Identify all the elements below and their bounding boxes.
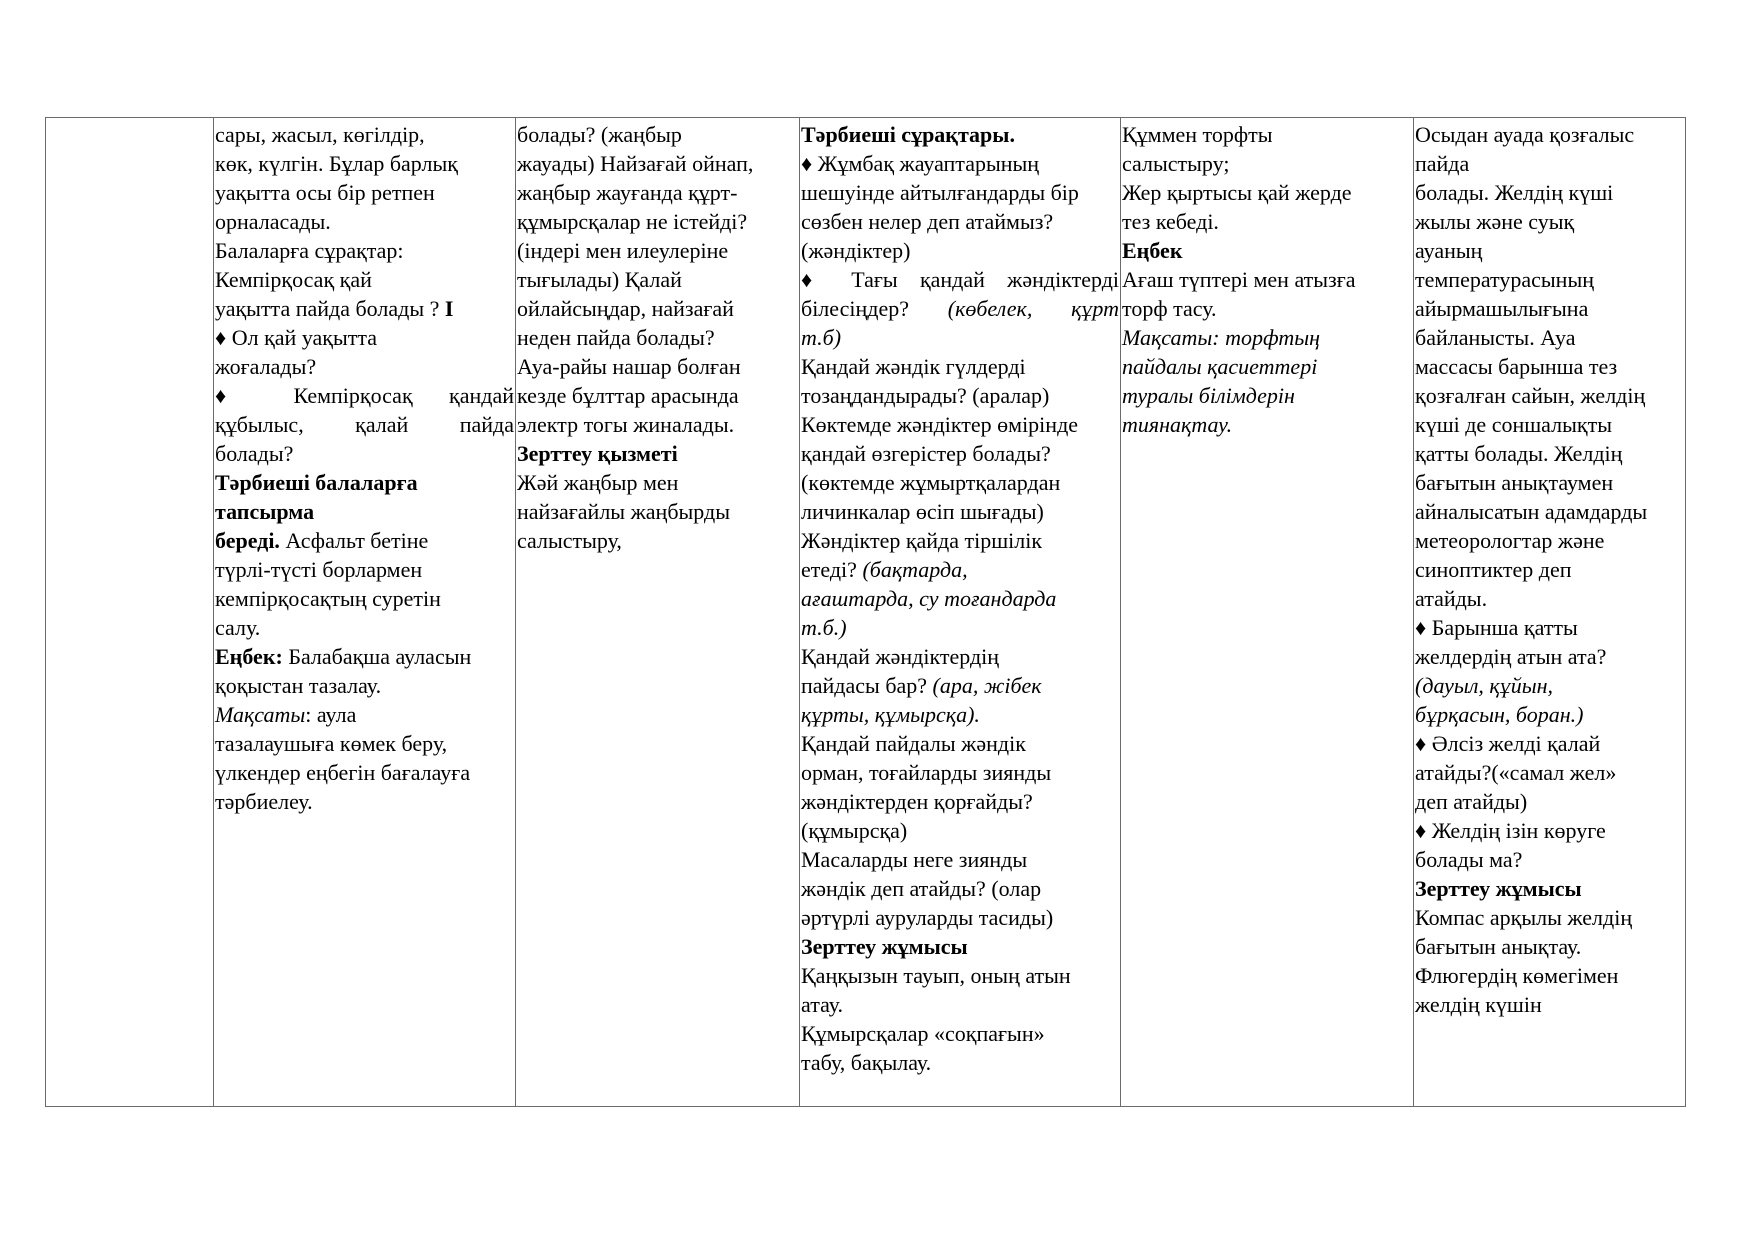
italic-text: (бақтарда, xyxy=(862,557,968,582)
text-run: тозаңдандырады? (аралар) xyxy=(801,383,1050,408)
text-run: Құммен торфты xyxy=(1122,122,1273,147)
text-run: бағытын анықтаумен xyxy=(1415,470,1614,495)
text-run: тығылады) Қалай xyxy=(517,267,682,292)
text-run: жоғалады? xyxy=(215,354,317,379)
text-run: болады ма? xyxy=(1415,847,1523,872)
text-line xyxy=(1122,352,1412,381)
text-line xyxy=(517,265,798,294)
text-line xyxy=(1122,149,1412,178)
text-line xyxy=(1122,207,1412,236)
text-line xyxy=(801,1019,1119,1048)
text-run: Осыдан ауада қозғалыс xyxy=(1415,122,1635,147)
text-run: Балаларға сұрақтар: xyxy=(215,238,404,263)
text-run: электр тогы жиналады. xyxy=(517,412,735,437)
text-line xyxy=(215,294,514,323)
text-line xyxy=(1415,787,1684,816)
text-run: шешуінде айтылғандарды бір xyxy=(801,180,1079,205)
table-cell-insects-questions xyxy=(800,118,1121,1107)
text-line xyxy=(215,700,514,729)
text-run: желдің күшін xyxy=(1415,992,1542,1017)
text-run: ♦ Ол қай уақытта xyxy=(215,325,378,350)
text-line xyxy=(1415,816,1684,845)
text-line xyxy=(801,236,1119,265)
text-line xyxy=(801,323,1119,352)
text-line xyxy=(215,120,514,149)
text-run: Ауа-райы нашар болған xyxy=(517,354,741,379)
bold-text: Зерттеу қызметі xyxy=(517,441,678,466)
table-row xyxy=(46,118,1686,1107)
text-line xyxy=(215,758,514,787)
text-line xyxy=(1122,236,1412,265)
text-line xyxy=(517,149,798,178)
table-cell-col1 xyxy=(46,118,214,1107)
text-line xyxy=(801,613,1119,642)
text-line xyxy=(215,555,514,584)
text-line xyxy=(517,236,798,265)
text-run: Флюгердің көмегімен xyxy=(1415,963,1619,988)
text-run: болады. Желдің күші xyxy=(1415,180,1614,205)
text-line xyxy=(801,294,1119,323)
text-line xyxy=(801,845,1119,874)
text-run: Асфальт бетіне xyxy=(279,528,429,553)
text-line xyxy=(801,497,1119,526)
text-run: Қаңқызын тауып, оның атын xyxy=(801,963,1071,988)
text-line xyxy=(517,410,798,439)
text-line xyxy=(517,120,798,149)
text-line xyxy=(215,584,514,613)
text-line xyxy=(801,410,1119,439)
text-run: түрлі-түсті борлармен xyxy=(215,557,423,582)
text-line xyxy=(1415,613,1684,642)
text-line xyxy=(215,468,514,497)
text-line xyxy=(1415,381,1684,410)
text-line xyxy=(517,352,798,381)
text-run: табу, бақылау. xyxy=(801,1050,932,1075)
text-line xyxy=(801,207,1119,236)
text-line xyxy=(215,439,514,468)
text-run: ойлайсыңдар, найзағай xyxy=(517,296,734,321)
text-line xyxy=(215,497,514,526)
text-line xyxy=(215,410,514,439)
text-run: айналысатын адамдарды xyxy=(1415,499,1648,524)
text-line xyxy=(517,526,798,555)
text-line xyxy=(1415,555,1684,584)
text-line xyxy=(801,671,1119,700)
text-line xyxy=(517,178,798,207)
text-run: ♦ Тағы қандай жәндіктерді xyxy=(801,267,1119,292)
text-run: ♦ Желдің ізін көруге xyxy=(1415,818,1606,843)
italic-text: ағаштарда, су тоғандарда xyxy=(801,586,1057,611)
text-line xyxy=(1415,526,1684,555)
text-run: салу. xyxy=(215,615,261,640)
text-line xyxy=(1415,671,1684,700)
text-line xyxy=(1122,178,1412,207)
text-line xyxy=(215,352,514,381)
text-line xyxy=(1415,352,1684,381)
italic-text: бұрқасын, боран.) xyxy=(1415,702,1584,727)
text-run: ♦ Әлсіз желді қалай xyxy=(1415,731,1601,756)
bold-text: береді. xyxy=(215,528,280,553)
italic-text: Мақсаты xyxy=(215,702,306,727)
table-cell-wind-study xyxy=(1414,118,1686,1107)
text-line xyxy=(801,149,1119,178)
italic-text: т.б) xyxy=(801,325,842,350)
text-run: салыстыру, xyxy=(517,528,622,553)
text-run: болады? xyxy=(215,441,294,466)
text-line xyxy=(1415,903,1684,932)
italic-text: Мақсаты: торфтың xyxy=(1122,325,1321,350)
text-line xyxy=(801,903,1119,932)
text-run: орналасады. xyxy=(215,209,331,234)
text-line xyxy=(215,265,514,294)
text-line xyxy=(801,265,1119,294)
text-line xyxy=(801,816,1119,845)
text-run: атау. xyxy=(801,992,844,1017)
text-run: қатты болады. Желдің xyxy=(1415,441,1623,466)
text-line xyxy=(215,729,514,758)
text-run: күші де соншалықты xyxy=(1415,412,1612,437)
text-run: тазалаушыға көмек беру, xyxy=(215,731,448,756)
text-run: жәндіктерден қорғайды? xyxy=(801,789,1033,814)
text-line xyxy=(801,555,1119,584)
text-run: личинкалар өсіп шығады) xyxy=(801,499,1044,524)
text-line xyxy=(1415,729,1684,758)
text-run: уақытта осы бір ретпен xyxy=(215,180,435,205)
text-run: айырмашылығына xyxy=(1415,296,1589,321)
text-run: Ағаш түптері мен атызға xyxy=(1122,267,1356,292)
text-line xyxy=(801,1048,1119,1077)
text-run: Қандай жәндік гүлдерді xyxy=(801,354,1026,379)
text-run: пайдасы бар? xyxy=(801,673,933,698)
bold-text: тапсырма xyxy=(215,499,315,524)
text-run: синоптиктер деп xyxy=(1415,557,1572,582)
bold-text: Тәрбиеші сұрақтары. xyxy=(801,122,1015,147)
text-run: деп атайды) xyxy=(1415,789,1528,814)
text-line xyxy=(215,381,514,410)
text-run: орман, тоғайларды зиянды xyxy=(801,760,1052,785)
text-run: Көктемде жәндіктер өмірінде xyxy=(801,412,1079,437)
text-line xyxy=(215,323,514,352)
text-line xyxy=(1415,990,1684,1019)
text-line xyxy=(1415,932,1684,961)
table-cell-lightning-research xyxy=(516,118,800,1107)
text-run: (құмырсқа) xyxy=(801,818,908,843)
italic-text: (көбелек, құрт xyxy=(947,296,1119,321)
text-line xyxy=(215,787,514,816)
text-line xyxy=(215,526,514,555)
text-run: білесіңдер? xyxy=(801,296,948,321)
text-run: Қандай пайдалы жәндік xyxy=(801,731,1026,756)
text-run: Жәндіктер қайда тіршілік xyxy=(801,528,1043,553)
text-line xyxy=(801,642,1119,671)
text-run: атайды. xyxy=(1415,586,1488,611)
text-line xyxy=(517,439,798,468)
text-run: бағытын анықтау. xyxy=(1415,934,1582,959)
text-run: уақытта пайда болады ? xyxy=(215,296,445,321)
text-line xyxy=(1122,323,1412,352)
text-line xyxy=(1415,961,1684,990)
text-line xyxy=(801,990,1119,1019)
lesson-plan-table xyxy=(45,117,1686,1107)
text-run: желдердің атын ата? xyxy=(1415,644,1607,669)
text-line xyxy=(801,381,1119,410)
italic-text: құрты, құмырсқа). xyxy=(801,702,980,727)
text-line xyxy=(1415,178,1684,207)
italic-text: туралы білімдерін xyxy=(1122,383,1295,408)
text-line xyxy=(517,468,798,497)
text-run: құбылыс, қалай пайда xyxy=(215,412,514,437)
text-line xyxy=(215,236,514,265)
text-line xyxy=(215,178,514,207)
text-run: үлкендер еңбегін бағалауға xyxy=(215,760,471,785)
text-run: кезде бұлттар арасында xyxy=(517,383,739,408)
text-line xyxy=(1415,642,1684,671)
italic-text: (ара, жібек xyxy=(932,673,1042,698)
text-line xyxy=(517,207,798,236)
bold-text: І xyxy=(444,296,454,321)
text-run: жәндік деп атайды? (олар xyxy=(801,876,1042,901)
italic-text: тиянақтау. xyxy=(1122,412,1233,437)
text-line xyxy=(1415,874,1684,903)
text-run: жаңбыр жауғанда құрт- xyxy=(517,180,738,205)
bold-text: Еңбек: xyxy=(215,644,283,669)
text-line xyxy=(801,178,1119,207)
bold-text: Зерттеу жұмысы xyxy=(1415,876,1582,901)
text-line xyxy=(1122,120,1412,149)
text-run: (көктемде жұмыртқалардан xyxy=(801,470,1061,495)
text-line xyxy=(801,439,1119,468)
italic-text: (дауыл, құйын, xyxy=(1415,673,1554,698)
text-run: (індері мен илеулеріне xyxy=(517,238,729,263)
text-line xyxy=(1415,410,1684,439)
text-line xyxy=(517,294,798,323)
text-run: Балабақша ауласын xyxy=(282,644,472,669)
text-line xyxy=(1415,584,1684,613)
text-line xyxy=(801,787,1119,816)
text-line xyxy=(801,120,1119,149)
text-run: пайда xyxy=(1415,151,1470,176)
text-run: температурасының xyxy=(1415,267,1594,292)
text-run: сөзбен нелер деп атаймыз? xyxy=(801,209,1054,234)
text-line xyxy=(801,874,1119,903)
text-line xyxy=(1415,758,1684,787)
text-line xyxy=(801,932,1119,961)
text-line xyxy=(801,758,1119,787)
text-line xyxy=(215,613,514,642)
text-line xyxy=(1122,410,1412,439)
text-run: : аула xyxy=(305,702,357,727)
text-run: әртүрлі ауруларды тасиды) xyxy=(801,905,1054,930)
text-run: құмырсқалар не істейді? xyxy=(517,209,748,234)
text-run: метеорологтар және xyxy=(1415,528,1605,553)
text-run: Жер қыртысы қай жерде xyxy=(1122,180,1352,205)
text-run: тез кебеді. xyxy=(1122,209,1219,234)
italic-text: пайдалы қасиеттері xyxy=(1122,354,1318,379)
text-run: тәрбиелеу. xyxy=(215,789,313,814)
text-run: етеді? xyxy=(801,557,863,582)
text-line xyxy=(1415,149,1684,178)
text-line xyxy=(801,729,1119,758)
text-line xyxy=(801,468,1119,497)
text-line xyxy=(1122,381,1412,410)
table-cell-rainbow-activities xyxy=(214,118,516,1107)
text-line xyxy=(215,149,514,178)
text-run: ♦ Барынша қатты xyxy=(1415,615,1578,640)
text-run: Қандай жәндіктердің xyxy=(801,644,1000,669)
text-line xyxy=(1415,468,1684,497)
text-run: атайды?(«самал жел» xyxy=(1415,760,1617,785)
text-line xyxy=(801,584,1119,613)
text-run: байланысты. Ауа xyxy=(1415,325,1576,350)
text-run: жылы және суық xyxy=(1415,209,1575,234)
text-run: Масаларды неге зиянды xyxy=(801,847,1028,872)
text-run: қандай өзгерістер болады? xyxy=(801,441,1051,466)
text-run: Құмырсқалар «соқпағын» xyxy=(801,1021,1045,1046)
text-line xyxy=(1415,120,1684,149)
text-line xyxy=(801,961,1119,990)
text-line xyxy=(517,381,798,410)
text-line xyxy=(1122,294,1412,323)
text-run: сары, жасыл, көгілдір, xyxy=(215,122,425,147)
text-line xyxy=(1415,439,1684,468)
text-run: салыстыру; xyxy=(1122,151,1230,176)
text-line xyxy=(1415,323,1684,352)
text-run: торф тасу. xyxy=(1122,296,1217,321)
bold-text: Зерттеу жұмысы xyxy=(801,934,968,959)
text-line xyxy=(215,671,514,700)
text-run: қоқыстан тазалау. xyxy=(215,673,382,698)
text-line xyxy=(215,642,514,671)
text-line xyxy=(1415,265,1684,294)
bold-text: Еңбек xyxy=(1122,238,1183,263)
text-run: ♦ Кемпірқосақ қандай xyxy=(215,383,514,408)
bold-text: Тәрбиеші балаларға xyxy=(215,470,418,495)
table-cell-peat-labor xyxy=(1121,118,1414,1107)
text-line xyxy=(1415,236,1684,265)
text-line xyxy=(801,526,1119,555)
text-run: Компас арқылы желдің xyxy=(1415,905,1633,930)
text-run: Жәй жаңбыр мен xyxy=(517,470,679,495)
text-run: неден пайда болады? xyxy=(517,325,715,350)
text-run: (жәндіктер) xyxy=(801,238,911,263)
text-run: көк, күлгін. Бұлар барлық xyxy=(215,151,458,176)
text-run: қозғалған сайын, желдің xyxy=(1415,383,1646,408)
text-run: ауаның xyxy=(1415,238,1483,263)
italic-text: т.б.) xyxy=(801,615,847,640)
text-line xyxy=(1415,294,1684,323)
text-line xyxy=(1122,265,1412,294)
text-line xyxy=(215,207,514,236)
text-run: болады? (жаңбыр xyxy=(517,122,682,147)
text-line xyxy=(517,497,798,526)
text-line xyxy=(801,700,1119,729)
text-line xyxy=(801,352,1119,381)
text-run: ♦ Жұмбақ жауаптарының xyxy=(801,151,1040,176)
text-run: найзағайлы жаңбырды xyxy=(517,499,730,524)
text-run: кемпірқосақтың суретін xyxy=(215,586,441,611)
text-run: Кемпірқосақ қай xyxy=(215,267,372,292)
text-line xyxy=(517,323,798,352)
text-line xyxy=(1415,207,1684,236)
text-run: массасы барынша тез xyxy=(1415,354,1618,379)
text-line xyxy=(1415,845,1684,874)
text-run: жауады) Найзағай ойнап, xyxy=(517,151,754,176)
text-line xyxy=(1415,497,1684,526)
text-line xyxy=(1415,700,1684,729)
